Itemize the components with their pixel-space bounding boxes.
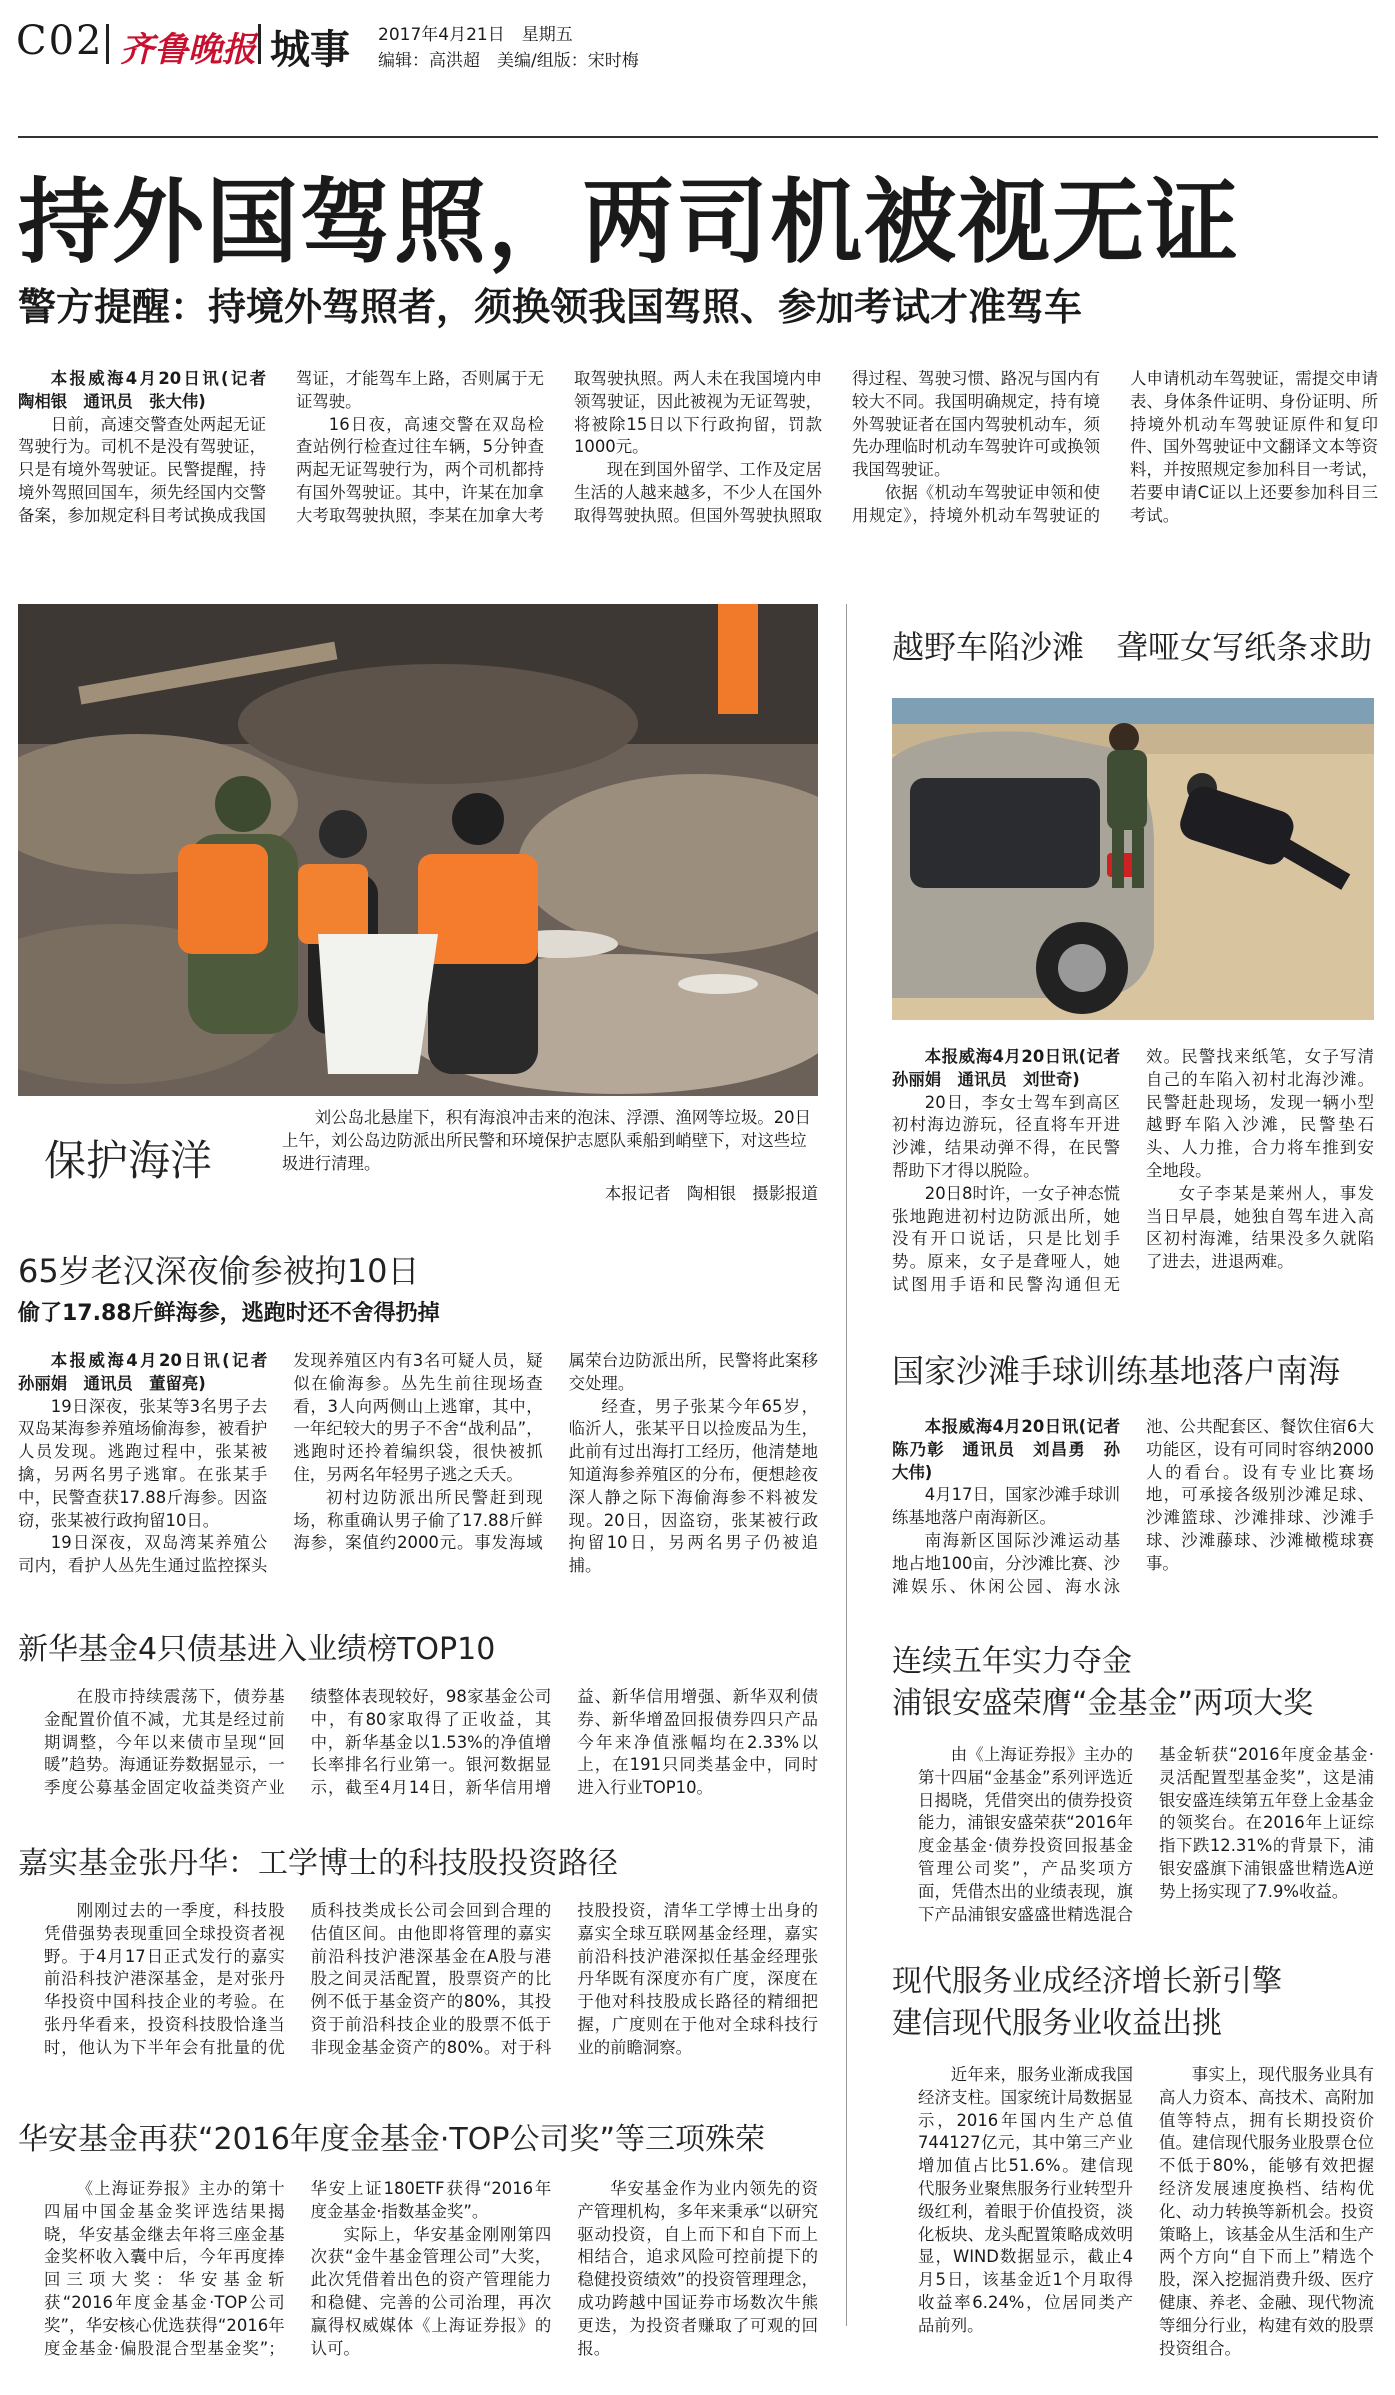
- xinhua-paragraph: 在股市持续震荡下，债券基金配置价值不减，尤其是经过前期调整，今年以来债市呈现“回暖”趋势。海通证券数据显示，一季度公募基金固定收益类资产业绩整体表现较好，98家基金公司中，有80家取得了正收益，其中，新华基金以1.53%的净值增长率排名行业第一。银河数据显示，截至4月14日，新华信用增益、新华信用增强、新华双利债券、新华增盈回报债券四只产品今年来净值涨幅均在2.33%以上，在191只同类基金中，同时进入行业TOP10。: [44, 1687, 818, 1798]
- suv-rescue-illustration: [892, 698, 1374, 1020]
- huaan-title: 华安基金再获“2016年度金基金·TOP公司奖”等三项殊荣: [18, 2122, 765, 2157]
- sandball-article-body: [892, 1416, 1374, 1608]
- modern-title-line1: 现代服务业成经济增长新引擎: [892, 1964, 1282, 1999]
- header-divider: [106, 24, 109, 64]
- lead-subheadline: 警方提醒：持境外驾照者，须换领我国驾照、参加考试才准驾车: [18, 285, 1083, 329]
- suv-rescue-photo: [892, 698, 1374, 1020]
- lead-paragraph: 日前，高速交警查处两起无证驾驶行为。司机不是没有驾驶证，只是有境外驾驶证。民警提醒，持境外驾照回国车，须先经国内交警备案，参加规定科目考试换成我国驾证，才能驾车上路，否则属于无证驾驶。: [18, 369, 544, 525]
- suv-title: 越野车陷沙滩 聋哑女写纸条求助: [892, 628, 1373, 666]
- spdb-title-line2: 浦银安盛荣膺“金基金”两项大奖: [892, 1686, 1314, 1721]
- spdb-paragraph: 由《上海证券报》主办的第十四届“金基金”系列评选近日揭晓，凭借突出的债券投资能力，浦银安盛荣获“2016年度金基金·债券投资回报基金管理公司奖”，产品奖项方面，凭借杰出的业绩表现，旗下产品浦银安盛盛世精选混合基金斩获“2016年度金基金·灵活配置型基金奖”，这是浦银安盛连续第五年登上金基金的领奖台。在2016年上证综指下跌12.31%的背景下，浦银安盛旗下浦银盛世精选A逆势上扬实现了7.9%收益。: [918, 1745, 1374, 1924]
- ginseng-paragraph: 经查，男子张某今年65岁，临沂人，张某平日以捡废品为生，此前有过出海打工经历，他清楚地知道海参养殖区的分布，便想趁夜深人静之际下海偷海参不料被发现。20日，因盗窃，张某被行政拘留10日，另两名男子仍被追捕。: [568, 1396, 818, 1576]
- lead-paragraph: 依据《机动车驾驶证申领和使用规定》，持境外机动车驾驶证的人申请机动车驾驶证，需提交申请表、身体条件证明、身份证明、所持境外机动车驾驶证原件和复印件、国外驾驶证中文翻译文本等资料，并按照规定参加科目一考试，若要申请C证以上还要参加科目三考试。: [852, 369, 1378, 525]
- ginseng-article-body: [18, 1350, 818, 1586]
- suv-paragraph: 20日8时许，一女子神态慌张地跑进初村边防派出所，她没有开口说话，只是比划手势。原来，女子是聋哑人，她试图用手语和民警沟通但无效。民警找来纸笔，女子写清自己的车陷入初村北海沙滩。民警赶赴现场，发现一辆小型越野车陷入沙滩，民警垫石头、人力推，合力将车推到安全地段。: [892, 1047, 1374, 1294]
- section-name: 城事: [270, 27, 350, 73]
- beach-cleanup-illustration: [18, 604, 818, 1096]
- harvest-article-body: [44, 1900, 818, 2082]
- page-code: C02: [16, 18, 104, 64]
- harvest-title: 嘉实基金张丹华：工学博士的科技股投资路径: [18, 1846, 618, 1881]
- harvest-paragraph: 刚刚过去的一季度，科技股凭借强势表现重回全球投资者视野。于4月17日正式发行的嘉实前沿科技沪港深基金，是对张丹华投资中国科技企业的考验。在张丹华看来，投资科技股恰逢当时，他认为下半年会有批量的优质科技类成长公司会回到合理的估值区间。由他即将管理的嘉实前沿科技沪港深基金在A股与港股之间灵活配置，股票资产的比例不低于基金资产的80%，其投资于前沿科技企业的股票不低于非现金基金资产的80%。对于科技股投资，清华工学博士出身的嘉实全球互联网基金经理，嘉实前沿科技沪港深拟任基金经理张丹华既有深度亦有广度，深度在于他对科技股成长路径的精细把握，广度则在于他对全球科技行业的前瞻洞察。: [44, 1901, 818, 2057]
- ginseng-title: 65岁老汉深夜偷参被拘10日: [18, 1252, 420, 1290]
- spdb-title-line1: 连续五年实力夺金: [892, 1644, 1132, 1679]
- sandball-title: 国家沙滩手球训练基地落户南海: [892, 1352, 1341, 1390]
- newspaper-logo: 齐鲁晚报: [120, 30, 256, 70]
- modern-paragraph: 近年来，服务业渐成我国经济支柱。国家统计局数据显示，2016年国内生产总值744127亿元，其中第三产业增加值占比51.6%。建信现代服务业聚焦服务行业转型升级红利，着眼于价值投资，淡化板块、龙头配置策略成效明显，WIND数据显示，截止4月5日，该基金近1个月取得收益率6.24%，位居同类产品前列。: [918, 2065, 1133, 2335]
- sandball-paragraph: 4月17日，国家沙滩手球训练基地落户南海新区。: [892, 1485, 1120, 1528]
- photo-credit: 本报记者 陶相银 摄影报道: [604, 1184, 818, 1203]
- huaan-article-body: [44, 2178, 818, 2384]
- lead-headline: 持外国驾照，两司机被视无证: [18, 169, 1241, 276]
- spdb-article-body: [918, 1744, 1374, 1932]
- header-rule: [18, 136, 1378, 138]
- huaan-paragraph: 实际上，华安基金刚刚第四次获“金牛基金管理公司”大奖，此次凭借着出色的资产管理能力和稳健、完善的公司治理，再次赢得权威媒体《上海证券报》的认可。: [310, 2224, 552, 2358]
- ginseng-subtitle: 偷了17.88斤鲜海参，逃跑时还不舍得扔掉: [18, 1301, 440, 1326]
- ocean-caption: 刘公岛北悬崖下，积有海浪冲击来的泡沫、浮漂、渔网等垃圾。20日上午，刘公岛边防派出所民警和环境保护志愿队乘船到峭壁下，对这些垃圾进行清理。: [282, 1108, 811, 1173]
- issue-date: 2017年4月21日 星期五: [378, 25, 573, 45]
- lead-byline: 本报威海4月20日讯(记者 陶相银 通讯员 张大伟): [18, 369, 283, 411]
- suv-article-body: [892, 1046, 1374, 1306]
- lead-paragraph: 现在到国外留学、工作及定居生活的人越来越多，不少人在国外取得驾驶执照。但国外驾驶执照取得过程、驾驶习惯、路况与国内有较大不同。我国明确规定，持有境外驾驶证者在国内驾驶机动车，须先办理临时机动车驾驶许可或换领我国驾驶证。: [574, 369, 1100, 525]
- ginseng-paragraph: 19日深夜，张某等3名男子去双岛某海参养殖场偷海参，被看护人员发现。逃跑过程中，张某被擒，另两名男子逃窜。在张某手中，民警查获17.88斤海参。因盗窃，张某被行政拘留10日。: [18, 1396, 268, 1530]
- xinhua-title: 新华基金4只债基进入业绩榜TOP10: [18, 1632, 496, 1667]
- suv-byline: 本报威海4月20日讯(记者 孙丽娟 通讯员 刘世奇): [892, 1047, 1137, 1089]
- ocean-title: 保护海洋: [44, 1136, 213, 1185]
- xinhua-article-body: [44, 1686, 818, 1804]
- ginseng-paragraph: 初村边防派出所民警赶到现场，称重确认男子偷了17.88斤鲜海参，案值约2000元。事发海域属荣台边防派出所，民警将此案移交处理。: [293, 1351, 818, 1553]
- sandball-byline: 本报威海4月20日讯(记者 陈乃彰 通讯员 刘昌勇 孙大伟): [892, 1417, 1137, 1482]
- modern-paragraph: 事实上，现代服务业具有高人力资本、高技术、高附加值等特点，拥有长期投资价值。建信现代服务业股票仓位不低于80%，能够有效把握经济发展速度换档、结构优化、动力转换等新机会。投资策略上，该基金从生活和生产两个方向“自下而上”精选个股，深入挖掘消费升级、医疗健康、养老、金融、现代物流等细分行业，构建有效的股票投资组合。: [1159, 2065, 1374, 2358]
- suv-paragraph: 女子李某是莱州人，事发当日早晨，她独自驾车进入高区初村海滩，结果没多久就陷了进去，进退两难。: [1146, 1183, 1374, 1272]
- modern-title-line2: 建信现代服务业收益出挑: [892, 2006, 1222, 2041]
- modern-article-body: [918, 2064, 1374, 2384]
- ginseng-paragraph: 19日深夜，双岛湾某养殖公司内，看护人丛先生通过监控探头发现养殖区内有3名可疑人员，疑似在偷海参。丛先生前往现场查看，3人向两侧山上逃窜，其中，一年纪较大的男子不舍“战利品”，逃跑时还拎着编织袋，很快被抓住，另两名年轻男子逃之夭夭。: [18, 1351, 543, 1576]
- beach-cleanup-photo: [18, 604, 818, 1096]
- sandball-paragraph: 南海新区国际沙滩运动基地占地100亩，分沙滩比赛、沙滩娱乐、休闲公园、海水泳池、公共配套区、餐饮住宿6大功能区，设有可同时容纳2000人的看台。设有专业比赛场地，可承接各级别沙滩足球、沙滩篮球、沙滩排球、沙滩手球、沙滩藤球、沙滩橄榄球赛事。: [892, 1417, 1374, 1596]
- lead-paragraph: 16日夜，高速交警在双岛检查站例行检查过往车辆，5分钟查两起无证驾驶行为，两个司机都持有国外驾驶证。其中，许某在加拿大考取驾驶执照，李某在加拿大考取驾驶执照。两人未在我国境内申领驾驶证，因此被视为无证驾驶，将被除15日以下行政拘留，罚款1000元。: [296, 369, 822, 525]
- editor-credits: 编辑：高洪超 美编/组版：宋时梅: [378, 51, 639, 71]
- lead-article-body: [18, 368, 1378, 560]
- huaan-paragraph: 《上海证券报》主办的第十四届中国金基金奖评选结果揭晓，华安基金继去年将三座金基金奖杯收入囊中后，今年再度捧回三项大奖：华安基金斩获“2016年度金基金·TOP公司奖”，华安核心优选获得“2016年度金基金·偏股混合型基金奖”；华安上证180ETF获得“2016年度金基金·指数基金奖”。: [44, 2179, 552, 2358]
- ginseng-byline: 本报威海4月20日讯(记者 孙丽娟 通讯员 董留亮): [18, 1351, 284, 1393]
- huaan-paragraph: 华安基金作为业内领先的资产管理机构，多年来秉承“以研究驱动投资，自上而下和自下而上相结合，追求风险可控前提下的稳健投资绩效”的投资管理理念，成功跨越中国证券市场数次牛熊更迭，为投资者赚取了可观的回报。: [577, 2179, 818, 2358]
- suv-paragraph: 20日，李女士驾车到高区初村海边游玩，径直将车开进沙滩，结果动弹不得，在民警帮助下才得以脱险。: [892, 1092, 1120, 1180]
- header-divider: [258, 24, 261, 64]
- column-separator: [846, 604, 847, 2326]
